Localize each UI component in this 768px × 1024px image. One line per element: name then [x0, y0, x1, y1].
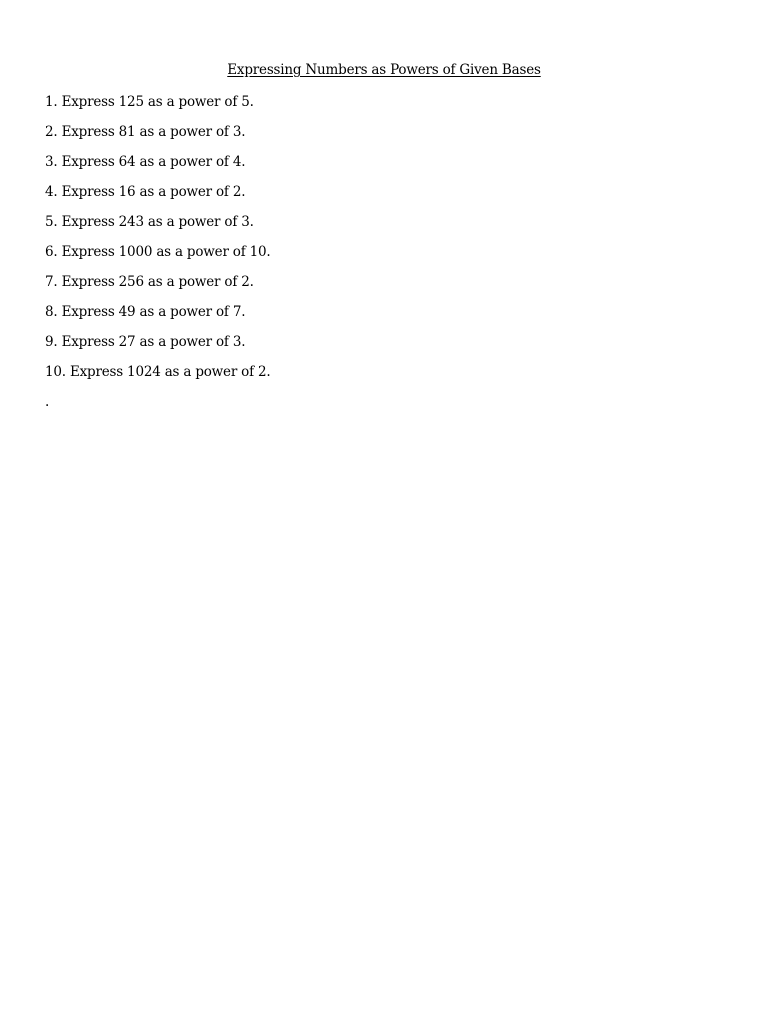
question-item-7: 7. Express 256 as a power of 2.: [45, 274, 254, 290]
question-item-10: 10. Express 1024 as a power of 2.: [45, 364, 271, 380]
question-item-5: 5. Express 243 as a power of 3.: [45, 214, 254, 230]
question-item-9: 9. Express 27 as a power of 3.: [45, 334, 246, 350]
question-item-6: 6. Express 1000 as a power of 10.: [45, 244, 271, 260]
question-item-2: 2. Express 81 as a power of 3.: [45, 124, 246, 140]
trailing-period: .: [45, 394, 50, 410]
question-item-1: 1. Express 125 as a power of 5.: [45, 94, 254, 110]
page-title: Expressing Numbers as Powers of Given Bases: [227, 62, 541, 78]
question-list: [45, 92, 270, 392]
question-item-4: 4. Express 16 as a power of 2.: [45, 184, 246, 200]
question-item-3: 3. Express 64 as a power of 4.: [45, 154, 246, 170]
question-item-8: 8. Express 49 as a power of 7.: [45, 304, 246, 320]
